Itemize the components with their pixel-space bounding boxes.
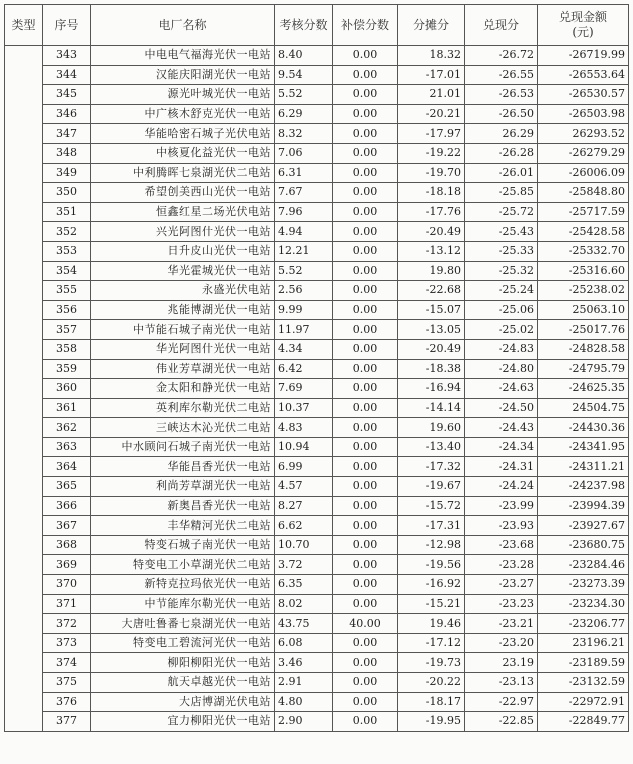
redemption-score-cell: -22.85: [465, 712, 538, 732]
table-row: [5, 575, 629, 595]
header-amount-line2: (元): [572, 25, 594, 39]
plant-name-cell: 恒鑫红星二场光伏电站: [91, 202, 275, 222]
plant-name-cell: 中核夏化益光伏一电站: [91, 143, 275, 163]
plant-name-cell: 中水顾问石城子南光伏一电站: [91, 437, 275, 457]
header-row: [5, 5, 629, 46]
allocation-score-cell: -22.68: [398, 281, 465, 301]
assessment-score-cell: 12.21: [275, 241, 333, 261]
compensation-score-cell: 0.00: [333, 575, 398, 595]
plant-name-cell: 航天卓越光伏一电站: [91, 673, 275, 693]
serial-number-cell: 360: [43, 379, 91, 399]
redemption-amount-cell: -23994.39: [538, 496, 629, 516]
assessment-score-cell: 10.70: [275, 535, 333, 555]
redemption-score-cell: -22.97: [465, 692, 538, 712]
serial-number-cell: 343: [43, 46, 91, 66]
redemption-amount-cell: -24795.79: [538, 359, 629, 379]
redemption-amount-cell: -25428.58: [538, 222, 629, 242]
plant-name-cell: 日升皮山光伏一电站: [91, 241, 275, 261]
assessment-score-cell: 4.83: [275, 418, 333, 438]
assessment-score-cell: 6.29: [275, 104, 333, 124]
redemption-score-cell: -23.99: [465, 496, 538, 516]
allocation-score-cell: 19.60: [398, 418, 465, 438]
redemption-score-cell: -25.32: [465, 261, 538, 281]
redemption-score-cell: -24.31: [465, 457, 538, 477]
serial-number-cell: 345: [43, 85, 91, 105]
plant-name-cell: 大店博湖光伏电站: [91, 692, 275, 712]
allocation-score-cell: -18.38: [398, 359, 465, 379]
serial-number-cell: 349: [43, 163, 91, 183]
compensation-score-cell: 0.00: [333, 379, 398, 399]
serial-number-cell: 370: [43, 575, 91, 595]
serial-number-cell: 367: [43, 516, 91, 536]
compensation-score-cell: 0.00: [333, 222, 398, 242]
allocation-score-cell: -15.07: [398, 300, 465, 320]
table-row: [5, 359, 629, 379]
assessment-score-cell: 10.94: [275, 437, 333, 457]
table-row: [5, 379, 629, 399]
serial-number-cell: 356: [43, 300, 91, 320]
assessment-score-cell: 8.02: [275, 594, 333, 614]
header-amount-line1: 兑现金额: [558, 10, 607, 24]
table-row: [5, 594, 629, 614]
redemption-score-cell: -25.06: [465, 300, 538, 320]
serial-number-cell: 366: [43, 496, 91, 516]
assessment-score-cell: 10.37: [275, 398, 333, 418]
plant-name-cell: 英利库尔勒光伏二电站: [91, 398, 275, 418]
plant-name-cell: 兴光阿图什光伏一电站: [91, 222, 275, 242]
compensation-score-cell: 0.00: [333, 65, 398, 85]
allocation-score-cell: 19.80: [398, 261, 465, 281]
serial-number-cell: 377: [43, 712, 91, 732]
plant-name-cell: 华能昌香光伏一电站: [91, 457, 275, 477]
redemption-score-cell: -23.27: [465, 575, 538, 595]
redemption-score-cell: -25.72: [465, 202, 538, 222]
redemption-amount-cell: 23196.21: [538, 633, 629, 653]
assessment-score-cell: 4.34: [275, 339, 333, 359]
plant-name-cell: 特变石城子南光伏一电站: [91, 535, 275, 555]
serial-number-cell: 373: [43, 633, 91, 653]
assessment-score-cell: 11.97: [275, 320, 333, 340]
assessment-score-cell: 6.35: [275, 575, 333, 595]
table-row: [5, 614, 629, 634]
redemption-score-cell: -23.68: [465, 535, 538, 555]
compensation-score-cell: 0.00: [333, 555, 398, 575]
allocation-score-cell: -13.12: [398, 241, 465, 261]
serial-number-cell: 361: [43, 398, 91, 418]
compensation-score-cell: 0.00: [333, 457, 398, 477]
header-serial-number: 序号: [43, 5, 91, 46]
serial-number-cell: 350: [43, 183, 91, 203]
plant-name-cell: 宜力柳阳光伏一电站: [91, 712, 275, 732]
compensation-score-cell: 0.00: [333, 712, 398, 732]
redemption-score-cell: -25.24: [465, 281, 538, 301]
redemption-amount-cell: -25316.60: [538, 261, 629, 281]
compensation-score-cell: 0.00: [333, 477, 398, 497]
header-allocation-score: 分摊分: [398, 5, 465, 46]
allocation-score-cell: -16.94: [398, 379, 465, 399]
table-row: [5, 241, 629, 261]
serial-number-cell: 369: [43, 555, 91, 575]
compensation-score-cell: 0.00: [333, 320, 398, 340]
compensation-score-cell: 0.00: [333, 535, 398, 555]
redemption-amount-cell: -24625.35: [538, 379, 629, 399]
compensation-score-cell: 0.00: [333, 516, 398, 536]
redemption-score-cell: -24.43: [465, 418, 538, 438]
plant-name-cell: 三峡达木沁光伏二电站: [91, 418, 275, 438]
plant-name-cell: 特变电工碧流河光伏一电站: [91, 633, 275, 653]
allocation-score-cell: -13.40: [398, 437, 465, 457]
plant-name-cell: 华能哈密石城子光伏电站: [91, 124, 275, 144]
compensation-score-cell: 0.00: [333, 633, 398, 653]
redemption-score-cell: -25.33: [465, 241, 538, 261]
assessment-score-cell: 8.27: [275, 496, 333, 516]
plant-name-cell: 中电电气福海光伏一电站: [91, 46, 275, 66]
redemption-score-cell: 26.29: [465, 124, 538, 144]
redemption-amount-cell: -23680.75: [538, 535, 629, 555]
allocation-score-cell: -19.67: [398, 477, 465, 497]
assessment-score-cell: 43.75: [275, 614, 333, 634]
plant-name-cell: 中广核木舒克光伏一电站: [91, 104, 275, 124]
redemption-score-cell: -24.83: [465, 339, 538, 359]
redemption-score-cell: -24.63: [465, 379, 538, 399]
redemption-amount-cell: -23273.39: [538, 575, 629, 595]
assessment-score-cell: 8.32: [275, 124, 333, 144]
type-cell: [5, 46, 43, 732]
table-row: [5, 633, 629, 653]
serial-number-cell: 365: [43, 477, 91, 497]
plant-name-cell: 新特克拉玛依光伏一电站: [91, 575, 275, 595]
redemption-amount-cell: 26293.52: [538, 124, 629, 144]
table-row: [5, 437, 629, 457]
redemption-score-cell: -24.24: [465, 477, 538, 497]
table-row: [5, 555, 629, 575]
assessment-score-cell: 2.91: [275, 673, 333, 693]
serial-number-cell: 363: [43, 437, 91, 457]
table-header: [5, 5, 629, 46]
plant-name-cell: 中节能库尔勒光伏一电站: [91, 594, 275, 614]
table-row: [5, 673, 629, 693]
redemption-amount-cell: -23189.59: [538, 653, 629, 673]
allocation-score-cell: 18.32: [398, 46, 465, 66]
table-row: [5, 398, 629, 418]
compensation-score-cell: 0.00: [333, 202, 398, 222]
serial-number-cell: 375: [43, 673, 91, 693]
serial-number-cell: 354: [43, 261, 91, 281]
allocation-score-cell: -17.01: [398, 65, 465, 85]
compensation-score-cell: 0.00: [333, 673, 398, 693]
redemption-amount-cell: -26553.64: [538, 65, 629, 85]
plant-name-cell: 特变电工小草湖光伏二电站: [91, 555, 275, 575]
serial-number-cell: 347: [43, 124, 91, 144]
allocation-score-cell: -17.31: [398, 516, 465, 536]
compensation-score-cell: 0.00: [333, 300, 398, 320]
settlement-table: [4, 4, 629, 732]
table-row: [5, 457, 629, 477]
compensation-score-cell: 0.00: [333, 359, 398, 379]
redemption-amount-cell: -24430.36: [538, 418, 629, 438]
compensation-score-cell: 0.00: [333, 124, 398, 144]
redemption-amount-cell: -24237.98: [538, 477, 629, 497]
redemption-score-cell: -26.01: [465, 163, 538, 183]
assessment-score-cell: 5.52: [275, 261, 333, 281]
serial-number-cell: 376: [43, 692, 91, 712]
assessment-score-cell: 7.06: [275, 143, 333, 163]
allocation-score-cell: -20.49: [398, 222, 465, 242]
serial-number-cell: 368: [43, 535, 91, 555]
table-row: [5, 124, 629, 144]
table-row: [5, 653, 629, 673]
redemption-amount-cell: -24341.95: [538, 437, 629, 457]
allocation-score-cell: -19.56: [398, 555, 465, 575]
redemption-score-cell: -24.34: [465, 437, 538, 457]
redemption-amount-cell: -23132.59: [538, 673, 629, 693]
assessment-score-cell: 9.54: [275, 65, 333, 85]
serial-number-cell: 346: [43, 104, 91, 124]
allocation-score-cell: -15.21: [398, 594, 465, 614]
redemption-score-cell: -23.93: [465, 516, 538, 536]
table-row: [5, 535, 629, 555]
redemption-score-cell: -25.85: [465, 183, 538, 203]
plant-name-cell: 中节能石城子南光伏一电站: [91, 320, 275, 340]
assessment-score-cell: 6.31: [275, 163, 333, 183]
redemption-amount-cell: -26279.29: [538, 143, 629, 163]
assessment-score-cell: 4.57: [275, 477, 333, 497]
allocation-score-cell: -14.14: [398, 398, 465, 418]
allocation-score-cell: -18.17: [398, 692, 465, 712]
compensation-score-cell: 0.00: [333, 692, 398, 712]
table-row: [5, 104, 629, 124]
allocation-score-cell: -13.05: [398, 320, 465, 340]
redemption-score-cell: -25.02: [465, 320, 538, 340]
redemption-amount-cell: 24504.75: [538, 398, 629, 418]
plant-name-cell: 新奥昌香光伏一电站: [91, 496, 275, 516]
redemption-amount-cell: -26530.57: [538, 85, 629, 105]
redemption-amount-cell: 25063.10: [538, 300, 629, 320]
compensation-score-cell: 0.00: [333, 104, 398, 124]
table-row: [5, 692, 629, 712]
plant-name-cell: 汉能庆阳湖光伏一电站: [91, 65, 275, 85]
table-row: [5, 163, 629, 183]
header-redemption-amount: [538, 5, 629, 46]
redemption-score-cell: -26.55: [465, 65, 538, 85]
serial-number-cell: 348: [43, 143, 91, 163]
table-row: [5, 300, 629, 320]
allocation-score-cell: -17.76: [398, 202, 465, 222]
serial-number-cell: 362: [43, 418, 91, 438]
redemption-score-cell: -23.13: [465, 673, 538, 693]
compensation-score-cell: 0.00: [333, 143, 398, 163]
assessment-score-cell: 6.99: [275, 457, 333, 477]
table-row: [5, 85, 629, 105]
redemption-amount-cell: -23234.30: [538, 594, 629, 614]
serial-number-cell: 352: [43, 222, 91, 242]
redemption-amount-cell: -26503.98: [538, 104, 629, 124]
allocation-score-cell: -20.49: [398, 339, 465, 359]
compensation-score-cell: 0.00: [333, 418, 398, 438]
plant-name-cell: 金太阳和静光伏一电站: [91, 379, 275, 399]
redemption-score-cell: -26.53: [465, 85, 538, 105]
redemption-amount-cell: -23284.46: [538, 555, 629, 575]
table-row: [5, 281, 629, 301]
redemption-amount-cell: -24828.58: [538, 339, 629, 359]
assessment-score-cell: 6.42: [275, 359, 333, 379]
plant-name-cell: 柳阳柳阳光伏一电站: [91, 653, 275, 673]
header-assessment-score: 考核分数: [275, 5, 333, 46]
header-plant-name: 电厂名称: [91, 5, 275, 46]
assessment-score-cell: 9.99: [275, 300, 333, 320]
compensation-score-cell: 0.00: [333, 339, 398, 359]
table-row: [5, 183, 629, 203]
allocation-score-cell: -19.22: [398, 143, 465, 163]
assessment-score-cell: 6.62: [275, 516, 333, 536]
header-redemption-score: 兑现分: [465, 5, 538, 46]
allocation-score-cell: -20.21: [398, 104, 465, 124]
allocation-score-cell: 21.01: [398, 85, 465, 105]
compensation-score-cell: 0.00: [333, 594, 398, 614]
compensation-score-cell: 40.00: [333, 614, 398, 634]
plant-name-cell: 希望创美西山光伏一电站: [91, 183, 275, 203]
assessment-score-cell: 7.96: [275, 202, 333, 222]
table-body: [5, 46, 629, 732]
assessment-score-cell: 3.46: [275, 653, 333, 673]
redemption-amount-cell: -22849.77: [538, 712, 629, 732]
table-row: [5, 143, 629, 163]
allocation-score-cell: -20.22: [398, 673, 465, 693]
allocation-score-cell: -17.97: [398, 124, 465, 144]
assessment-score-cell: 6.08: [275, 633, 333, 653]
redemption-amount-cell: -25238.02: [538, 281, 629, 301]
plant-name-cell: 中利腾晖七泉湖光伏二电站: [91, 163, 275, 183]
assessment-score-cell: 5.52: [275, 85, 333, 105]
serial-number-cell: 364: [43, 457, 91, 477]
allocation-score-cell: -17.32: [398, 457, 465, 477]
serial-number-cell: 359: [43, 359, 91, 379]
redemption-score-cell: -25.43: [465, 222, 538, 242]
redemption-score-cell: -26.72: [465, 46, 538, 66]
serial-number-cell: 372: [43, 614, 91, 634]
table-row: [5, 261, 629, 281]
redemption-score-cell: -23.21: [465, 614, 538, 634]
serial-number-cell: 355: [43, 281, 91, 301]
table-row: [5, 496, 629, 516]
compensation-score-cell: 0.00: [333, 183, 398, 203]
compensation-score-cell: 0.00: [333, 46, 398, 66]
compensation-score-cell: 0.00: [333, 163, 398, 183]
header-type: 类型: [5, 5, 43, 46]
table-row: [5, 477, 629, 497]
allocation-score-cell: -12.98: [398, 535, 465, 555]
plant-name-cell: 丰华精河光伏二电站: [91, 516, 275, 536]
allocation-score-cell: -15.72: [398, 496, 465, 516]
compensation-score-cell: 0.00: [333, 281, 398, 301]
plant-name-cell: 伟业芳草湖光伏一电站: [91, 359, 275, 379]
compensation-score-cell: 0.00: [333, 437, 398, 457]
table-row: [5, 320, 629, 340]
redemption-amount-cell: -25717.59: [538, 202, 629, 222]
assessment-score-cell: 4.94: [275, 222, 333, 242]
table-row: [5, 46, 629, 66]
redemption-amount-cell: -26719.99: [538, 46, 629, 66]
serial-number-cell: 358: [43, 339, 91, 359]
plant-name-cell: 源光叶城光伏一电站: [91, 85, 275, 105]
allocation-score-cell: -19.95: [398, 712, 465, 732]
table-row: [5, 516, 629, 536]
redemption-score-cell: -26.50: [465, 104, 538, 124]
assessment-score-cell: 2.90: [275, 712, 333, 732]
assessment-score-cell: 4.80: [275, 692, 333, 712]
assessment-score-cell: 7.67: [275, 183, 333, 203]
redemption-score-cell: -23.20: [465, 633, 538, 653]
redemption-amount-cell: -22972.91: [538, 692, 629, 712]
allocation-score-cell: -16.92: [398, 575, 465, 595]
assessment-score-cell: 2.56: [275, 281, 333, 301]
assessment-score-cell: 8.40: [275, 46, 333, 66]
table-row: [5, 65, 629, 85]
compensation-score-cell: 0.00: [333, 241, 398, 261]
table-row: [5, 202, 629, 222]
plant-name-cell: 华光阿图什光伏一电站: [91, 339, 275, 359]
redemption-amount-cell: -25332.70: [538, 241, 629, 261]
redemption-score-cell: -26.28: [465, 143, 538, 163]
serial-number-cell: 357: [43, 320, 91, 340]
table-row: [5, 222, 629, 242]
redemption-amount-cell: -26006.09: [538, 163, 629, 183]
plant-name-cell: 兆能博湖光伏一电站: [91, 300, 275, 320]
plant-name-cell: 利尚芳草湖光伏一电站: [91, 477, 275, 497]
table-row: [5, 339, 629, 359]
redemption-score-cell: -24.50: [465, 398, 538, 418]
allocation-score-cell: -19.73: [398, 653, 465, 673]
redemption-amount-cell: -23206.77: [538, 614, 629, 634]
allocation-score-cell: -18.18: [398, 183, 465, 203]
allocation-score-cell: -17.12: [398, 633, 465, 653]
redemption-score-cell: 23.19: [465, 653, 538, 673]
plant-name-cell: 大唐吐鲁番七泉湖光伏一电站: [91, 614, 275, 634]
allocation-score-cell: 19.46: [398, 614, 465, 634]
compensation-score-cell: 0.00: [333, 261, 398, 281]
redemption-amount-cell: -23927.67: [538, 516, 629, 536]
serial-number-cell: 344: [43, 65, 91, 85]
plant-name-cell: 华光霍城光伏一电站: [91, 261, 275, 281]
serial-number-cell: 351: [43, 202, 91, 222]
serial-number-cell: 374: [43, 653, 91, 673]
compensation-score-cell: 0.00: [333, 653, 398, 673]
redemption-score-cell: -23.23: [465, 594, 538, 614]
compensation-score-cell: 0.00: [333, 496, 398, 516]
serial-number-cell: 371: [43, 594, 91, 614]
redemption-score-cell: -23.28: [465, 555, 538, 575]
table-row: [5, 712, 629, 732]
assessment-score-cell: 3.72: [275, 555, 333, 575]
serial-number-cell: 353: [43, 241, 91, 261]
compensation-score-cell: 0.00: [333, 398, 398, 418]
compensation-score-cell: 0.00: [333, 85, 398, 105]
table-row: [5, 418, 629, 438]
plant-name-cell: 永盛光伏电站: [91, 281, 275, 301]
redemption-score-cell: -24.80: [465, 359, 538, 379]
redemption-amount-cell: -25017.76: [538, 320, 629, 340]
redemption-amount-cell: -25848.80: [538, 183, 629, 203]
allocation-score-cell: -19.70: [398, 163, 465, 183]
assessment-score-cell: 7.69: [275, 379, 333, 399]
redemption-amount-cell: -24311.21: [538, 457, 629, 477]
header-compensation-score: 补偿分数: [333, 5, 398, 46]
